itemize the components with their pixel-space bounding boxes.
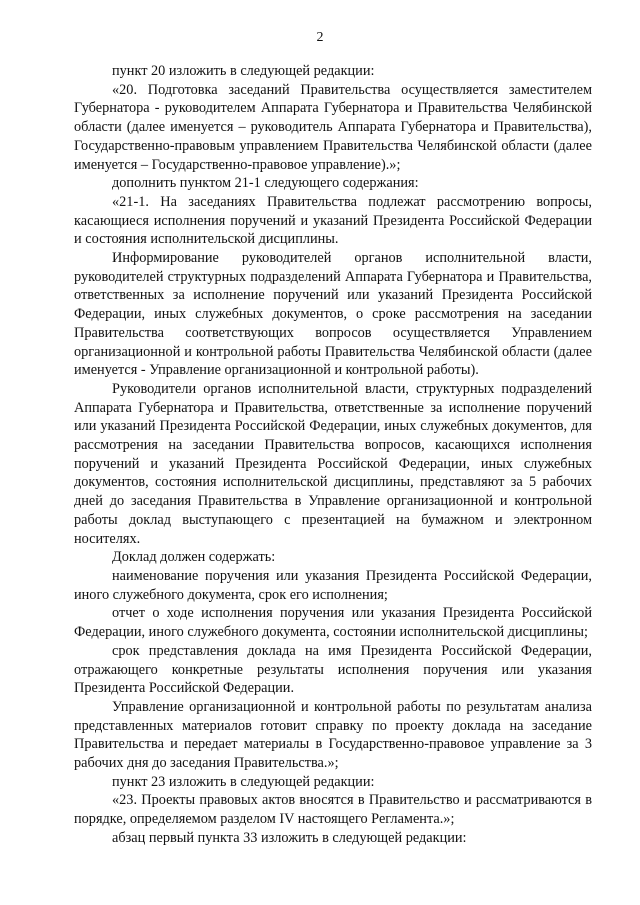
paragraph-10: срок представления доклада на имя Президента Российской Федерации, отражающего конкретные результаты исполнения поручения или указания Президента Российской Федерации. [74,642,592,697]
paragraph-12: пункт 23 изложить в следующей редакции: [112,773,375,790]
document-body [74,62,592,848]
paragraph-2: «20. Подготовка заседаний Правительства осуществляется заместителем Губернатора - руководителем Аппарата Губернатора и Правительства Челябинской области (далее именуется – руководитель Аппарата Губернатора и Правительства), Государственно-правовым управлением Правительства Челябинской области (далее именуется – Государственно-правовое управление).»; [74,81,592,173]
paragraph-6: Руководители органов исполнительной власти, структурных подразделений Аппарата Губернатора и Правительства, ответственные за исполнение поручений или указаний Президента Российской Федерации, иных служебных документов, для рассмотрения на заседании Правительства вопросов, касающихся исполнения поручений и указаний Президента Российской Федерации, иных служебных документов, состояния исполнительской дисциплины, представляют за 5 рабочих дней до заседания Правительства в Управление организационной и контрольной работы доклад выступающего с презентацией на бумажном и электронном носителях. [74,380,592,547]
paragraph-8: наименование поручения или указания Президента Российской Федерации, иного служебного документа, срок его исполнения; [74,567,592,603]
paragraph-4: «21-1. На заседаниях Правительства подлежат рассмотрению вопросы, касающиеся исполнения поручений и указаний Президента Российской Федерации и состояния исполнительской дисциплины. [74,193,592,248]
paragraph-1: пункт 20 изложить в следующей редакции: [112,63,375,79]
paragraph-5: Информирование руководителей органов исполнительной власти, руководителей структурных подразделений Аппарата Губернатора и Правительства, ответственных за исполнение поручений или указаний Президента Российской Федерации, иных служебных документов, о сроке рассмотрения на заседании Правительства соответствующих вопросов осуществляется Управлением организационной и контрольной работы Правительства Челябинской области (далее именуется - Управление организационной и контрольной работы). [74,250,592,379]
paragraph-14: абзац первый пункта 33 изложить в следующей редакции: [112,829,467,846]
paragraph-13: «23. Проекты правовых актов вносятся в Правительство и рассматриваются в порядке, определяемом разделом IV настоящего Регламента.»; [74,792,592,828]
paragraph-9: отчет о ходе исполнения поручения или указания Президента Российской Федерации, иного служебного документа, состоянии исполнительской дисциплины; [74,605,592,641]
page-number: 2 [316,30,324,45]
paragraph-7: Доклад должен содержать: [112,549,276,566]
paragraph-11: Управление организационной и контрольной работы по результатам анализа представленных материалов готовит справку по проекту доклада на заседание Правительства и передает материалы в Государственно-правовое управление за 3 рабочих дня до заседания Правительства.»; [74,698,592,772]
paragraph-3: дополнить пунктом 21-1 следующего содержания: [112,175,419,192]
